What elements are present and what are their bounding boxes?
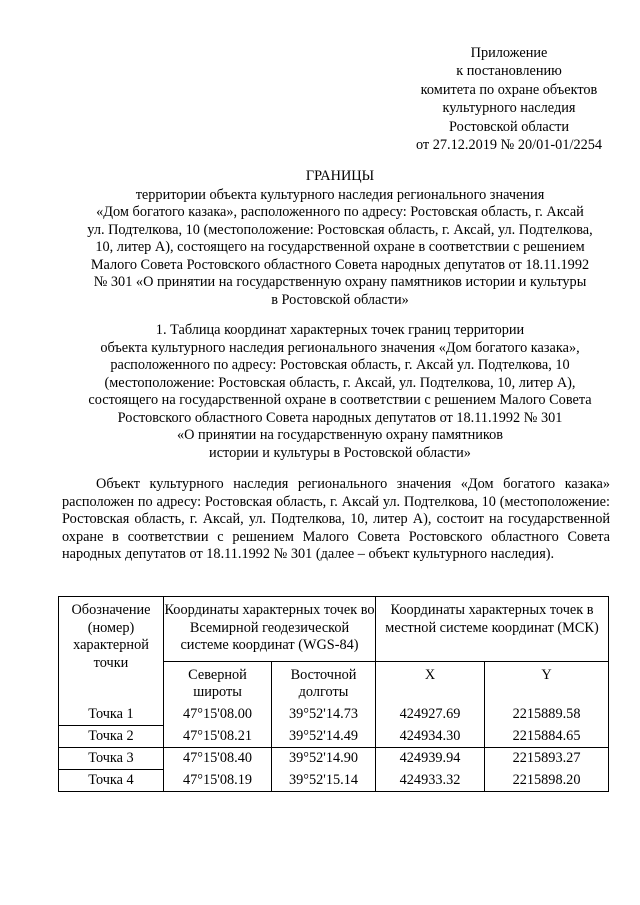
heading-line: Малого Совета Ростовского областного Совета народных депутатов от 18.11.1992 bbox=[90, 256, 590, 273]
cell-y: 2215884.65 bbox=[485, 725, 609, 747]
section-line: Ростовского областного Совета народных депутатов от 18.11.1992 № 301 bbox=[117, 409, 563, 426]
cell-x: 424927.69 bbox=[376, 704, 485, 726]
cell-point: Точка 2 bbox=[59, 725, 164, 747]
section-line: расположенного по адресу: Ростовская область, г. Аксай ул. Подтелкова, 10 bbox=[110, 357, 570, 373]
appendix-header bbox=[380, 44, 638, 154]
cell-lon: 39°52'14.49 bbox=[272, 725, 376, 747]
heading-line: в Ростовской области» bbox=[271, 291, 409, 308]
appendix-line: Приложение bbox=[470, 45, 548, 61]
cell-lon: 39°52'15.14 bbox=[272, 769, 376, 791]
cell-lat: 47°15'08.00 bbox=[164, 704, 272, 726]
table-row bbox=[59, 704, 609, 726]
appendix-line: комитета по охране объектов bbox=[420, 81, 598, 98]
section-line: состоящего на государственной охране в соответствии с решением Малого Совета bbox=[88, 392, 592, 408]
section-line: 1. Таблица координат характерных точек границ территории bbox=[155, 322, 525, 338]
appendix-line: от 27.12.2019 № 20/01-01/2254 bbox=[415, 137, 603, 154]
cell-lon: 39°52'14.90 bbox=[272, 747, 376, 769]
cell-x: 424933.32 bbox=[376, 769, 485, 791]
cell-y: 2215898.20 bbox=[485, 769, 609, 791]
heading-line: ул. Подтелкова, 10 (местоположение: Ростовская область, г. Аксай, ул. Подтелкова, bbox=[87, 221, 593, 238]
cell-y: 2215889.58 bbox=[485, 704, 609, 726]
appendix-line: Ростовской области bbox=[448, 118, 570, 135]
table-row bbox=[59, 747, 609, 769]
subheader-east: Восточной долготы bbox=[272, 661, 376, 704]
object-description-paragraph: Объект культурного наследия регионального значения «Дом богатого казака» расположен по адресу: Ростовская область, г. Аксай ул. Подтелкова, 10 (местоположение: Ростовская область, г. Аксай, ул. Подтелкова, 10, литер А), состоит на государственной охране в соответствии с решением Малого Совета Ростовского областного Совета народных депутатов от 18.11.1992 № 301 (далее – объект культурного наследия). bbox=[62, 476, 610, 562]
appendix-line: к постановлению bbox=[456, 63, 562, 80]
section-heading bbox=[52, 322, 628, 462]
cell-lat: 47°15'08.21 bbox=[164, 725, 272, 747]
header-msk-cell: Координаты характерных точек в местной системе координат (МСК) bbox=[376, 597, 609, 662]
cell-lon: 39°52'14.73 bbox=[272, 704, 376, 726]
section-line: «О принятии на государственную охрану памятников bbox=[176, 427, 503, 443]
header-point-cell: Обозначение (номер) характерной точки bbox=[59, 597, 164, 704]
cell-lat: 47°15'08.19 bbox=[164, 769, 272, 791]
appendix-line: культурного наследия bbox=[442, 100, 576, 117]
heading-line: «Дом богатого казака», расположенного по адресу: Ростовская область, г. Аксай bbox=[96, 204, 584, 220]
cell-x: 424939.94 bbox=[376, 747, 485, 769]
heading-line: № 301 «О принятии на государственную охрану памятников истории и культуры bbox=[93, 274, 587, 290]
boundaries-heading bbox=[52, 168, 628, 309]
cell-point: Точка 3 bbox=[59, 747, 164, 769]
heading-line: территории объекта культурного наследия регионального значения bbox=[135, 186, 545, 203]
table-row bbox=[59, 725, 609, 747]
subheader-x: X bbox=[376, 661, 485, 704]
heading-line: 10, литер А), состоящего на государственной охране в соответствии с решением bbox=[95, 239, 585, 255]
subheader-north: Северной широты bbox=[164, 661, 272, 704]
cell-point: Точка 1 bbox=[59, 704, 164, 726]
table-row bbox=[59, 769, 609, 791]
cell-lat: 47°15'08.40 bbox=[164, 747, 272, 769]
section-line: (местоположение: Ростовская область, г. Аксай, ул. Подтелкова, 10, литер А), bbox=[104, 374, 576, 391]
header-wgs-cell: Координаты характерных точек во Всемирной геодезической системе координат (WGS-84) bbox=[164, 597, 376, 662]
section-line: истории и культуры в Ростовской области» bbox=[209, 444, 471, 461]
table-header-row bbox=[59, 597, 609, 662]
cell-point: Точка 4 bbox=[59, 769, 164, 791]
cell-x: 424934.30 bbox=[376, 725, 485, 747]
subheader-y: Y bbox=[485, 661, 609, 704]
section-line: объекта культурного наследия регионального значения «Дом богатого казака», bbox=[100, 339, 580, 356]
cell-y: 2215893.27 bbox=[485, 747, 609, 769]
document-title: ГРАНИЦЫ bbox=[305, 168, 375, 184]
coordinates-table bbox=[58, 596, 609, 792]
